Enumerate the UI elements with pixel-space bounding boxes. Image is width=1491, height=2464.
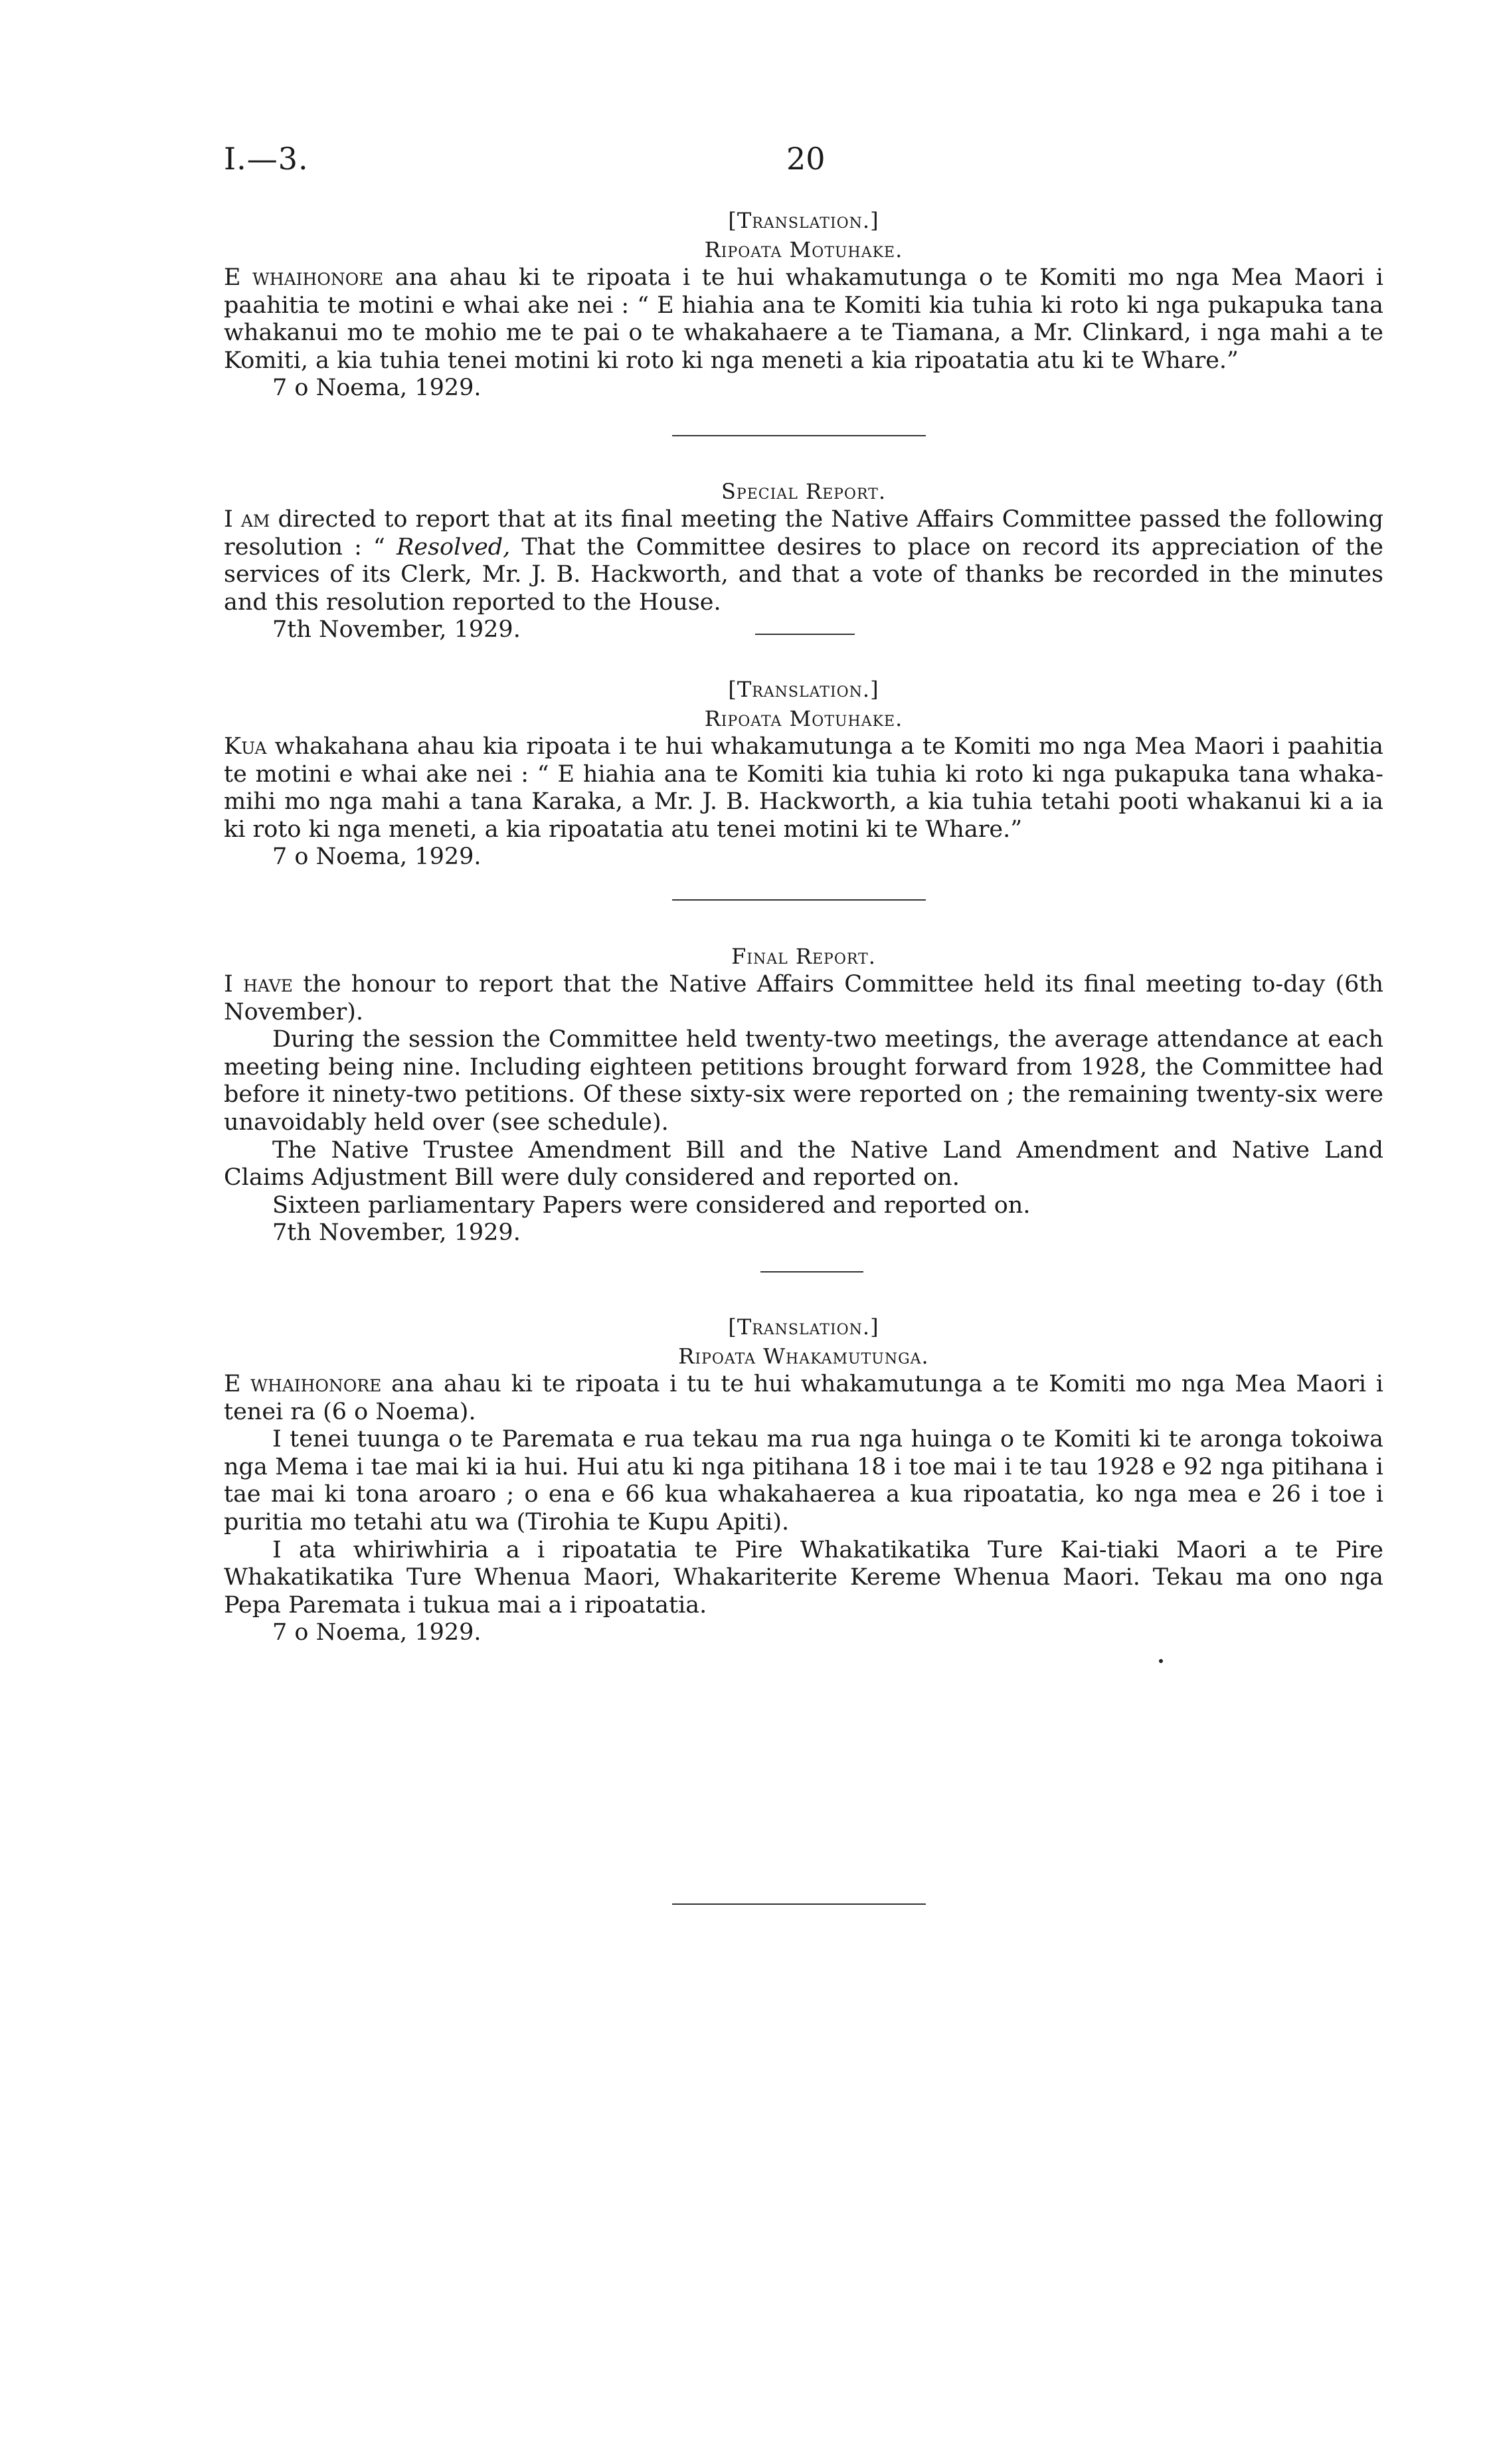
paragraph: Sixteen parliamentary Papers were considered and reported on. xyxy=(272,1191,1031,1219)
paragraph: During the session the Committee held twenty-two meetings, the average attendance at each meeting being nine. Including eighteen petitions brought forward from 1928, the Committee had before it ninety-two petitions. Of these sixty-six were reported on ; the remaining twenty-six were unavoidably held over (see schedule). xyxy=(224,1026,1383,1136)
translation-label: [Translation.] xyxy=(728,677,879,702)
page-number: 20 xyxy=(786,141,826,177)
paragraph: The Native Trustee Amendment Bill and the Native Land Amendment and Native Land Claims Adjustment Bill were duly considered and reported on. xyxy=(224,1136,1383,1191)
section-translation-1 xyxy=(224,206,1383,402)
translation-label: [Translation.] xyxy=(728,1314,879,1340)
paragraph: Kua whakahana ahau kia ripoata i te hui whakamutunga a te Komiti mo nga Mea Maori i paahitia te motini e whai ake nei : “ E hiahia ana te Komiti kia tuhia ki roto ki nga pukapuka tana whaka-mihi mo nga mahi a tana Karaka, a Mr. J. B. Hackworth, a kia tuhia tetahi pooti whakanui ki a ia ki roto ki nga meneti, a kia ripoatatia atu tenei motini ki te Whare.” xyxy=(224,733,1383,843)
section-special-report xyxy=(224,477,1383,644)
paragraph: E whaihonore ana ahau ki te ripoata i tu te hui whakamutunga a te Komiti mo nga Mea Maori i tenei ra (6 o Noema). xyxy=(224,1371,1383,1425)
section-title: Ripoata Motuhake. xyxy=(704,237,903,262)
date-line: 7th November, 1929. xyxy=(272,616,521,644)
ink-speck xyxy=(1159,1659,1163,1663)
section-title: Ripoata Whakamutunga. xyxy=(678,1344,929,1369)
paragraph: I have the honour to report that the Native Affairs Committee held its final meeting to-day (6th November). xyxy=(224,971,1383,1025)
date-line: 7 o Noema, 1929. xyxy=(272,1619,482,1646)
divider xyxy=(755,634,855,635)
section-translation-2 xyxy=(224,675,1383,871)
paragraph: I am directed to report that at its final meeting the Native Affairs Committee passed the following resolution : “ Resolved, That the Committee desires to place on record its appreciation of the services of its Clerk, Mr. J. B. Hackworth, and that a vote of thanks be recorded in the minutes and this resolution reported to the House. xyxy=(224,506,1383,616)
divider xyxy=(672,435,926,436)
paper-reference: I.—3. xyxy=(224,141,309,177)
date-line: 7 o Noema, 1929. xyxy=(272,375,482,402)
divider xyxy=(760,1271,863,1273)
end-rule xyxy=(672,1903,926,1905)
date-line: 7 o Noema, 1929. xyxy=(272,843,482,871)
divider xyxy=(672,899,926,901)
section-title: Special Report. xyxy=(721,479,886,504)
paragraph: I tenei tuunga o te Paremata e rua tekau ma rua nga huinga o te Komiti ki te aronga tokoiwa nga Mema i tae mai ki ia hui. Hui atu ki nga pitihana 18 i toe mai i te tau 1928 e 92 nga pitihana i tae mai ki tona aroaro ; o ena e 66 kua whakahaerea a kua ripoatatia, ko nga mea e 26 i toe i puritia mo tetahi atu wa (Tirohia te Kupu Apiti). xyxy=(224,1426,1383,1536)
paragraph: E whaihonore ana ahau ki te ripoata i te hui whakamutunga o te Komiti mo nga Mea Maori i paahitia te motini e whai ake nei : “ E hiahia ana te Komiti kia tuhia ki roto ki nga pukapuka tana whakanui mo te mohio me te pai o te whakahaere a te Tiamana, a Mr. Clinkard, i nga mahi a te Komiti, a kia tuhia tenei motini ki roto ki nga meneti a kia ripoatatia atu ki te Whare.” xyxy=(224,264,1383,374)
section-title: Ripoata Motuhake. xyxy=(704,706,903,731)
section-translation-3 xyxy=(224,1312,1383,1647)
section-final-report xyxy=(224,942,1383,1247)
section-title: Final Report. xyxy=(731,944,876,969)
paragraph: I ata whiriwhiria a i ripoatatia te Pire Whakatikatika Ture Kai-tiaki Maori a te Pire Whakatikatika Ture Whenua Maori, Whakariterite Kereme Whenua Maori. Tekau ma ono nga Pepa Paremata i tukua mai a i ripoatatia. xyxy=(224,1536,1383,1619)
date-line: 7th November, 1929. xyxy=(272,1219,521,1247)
translation-label: [Translation.] xyxy=(728,208,879,233)
